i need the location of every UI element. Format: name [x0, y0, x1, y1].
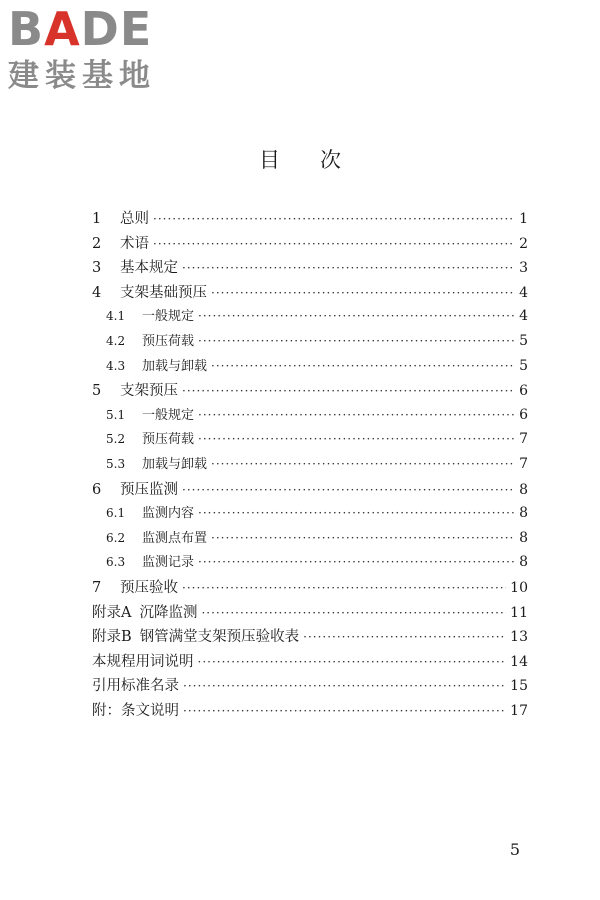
toc-entry[interactable] [92, 330, 528, 355]
toc-entry-title: 一般规定 [142, 407, 195, 423]
toc-entry[interactable] [92, 281, 528, 306]
table-of-contents [92, 207, 528, 723]
toc-entry-number: 6 [92, 481, 102, 498]
toc-entry-page: 7 [519, 455, 528, 472]
toc-entry-number: 附录A [92, 604, 132, 621]
toc-entry-title: 支架预压 [120, 383, 178, 400]
toc-entry-page: 11 [510, 604, 528, 621]
toc-entry-label [92, 355, 207, 374]
toc-entry-title: 基本规定 [120, 260, 178, 277]
toc-entry-number: 2 [92, 235, 102, 252]
toc-leader-dots [183, 679, 506, 693]
toc-entry[interactable] [92, 625, 528, 650]
toc-entry-label [92, 551, 194, 570]
toc-entry-title: 监测记录 [142, 555, 195, 571]
toc-entry[interactable] [92, 355, 528, 380]
toc-leader-dots [198, 555, 515, 569]
toc-entry-number: 7 [92, 579, 102, 596]
toc-entry-number: 4 [92, 284, 102, 301]
toc-entry-label [92, 650, 194, 671]
toc-entry[interactable] [92, 453, 528, 478]
toc-leader-dots [211, 531, 515, 545]
toc-entry-number: 6.1 [106, 506, 126, 521]
toc-entry[interactable] [92, 527, 528, 552]
toc-entry-page: 17 [510, 702, 528, 719]
toc-entry-title: 附：条文说明 [92, 702, 179, 719]
toc-entry[interactable] [92, 650, 528, 675]
toc-leader-dots [303, 630, 506, 644]
toc-entry-label [92, 502, 194, 521]
toc-entry-number: 4.1 [106, 309, 126, 324]
toc-entry-label [92, 330, 194, 349]
toc-entry-page: 4 [519, 284, 528, 301]
toc-entry-title: 本规程用词说明 [92, 653, 194, 670]
toc-entry-label [92, 379, 178, 400]
toc-entry-number: 5.3 [106, 456, 126, 471]
toc-entry[interactable] [92, 404, 528, 429]
toc-leader-dots [182, 581, 506, 595]
toc-leader-dots [153, 237, 515, 251]
toc-entry[interactable] [92, 379, 528, 404]
toc-entry-title: 术语 [120, 235, 149, 252]
toc-entry-title: 沉降监测 [139, 604, 198, 621]
toc-entry-number: 5.2 [106, 432, 126, 447]
toc-entry-page: 8 [519, 481, 528, 498]
toc-leader-dots [198, 506, 515, 520]
toc-entry-page: 8 [519, 554, 528, 571]
toc-entry-number: 6.2 [106, 530, 126, 545]
toc-leader-dots [201, 606, 506, 620]
toc-entry-page: 5 [519, 332, 528, 349]
toc-entry-title: 加载与卸载 [142, 358, 208, 374]
toc-entry-page: 7 [519, 431, 528, 448]
toc-leader-dots [153, 212, 515, 226]
toc-entry[interactable] [92, 699, 528, 724]
toc-entry-title: 预压验收 [120, 579, 178, 596]
toc-entry-label [92, 601, 197, 622]
toc-leader-dots [183, 704, 506, 718]
toc-entry-page: 6 [519, 383, 528, 400]
toc-leader-dots [211, 286, 515, 300]
toc-leader-dots [198, 309, 515, 323]
toc-entry-number: 3 [92, 260, 102, 277]
toc-entry[interactable] [92, 207, 528, 232]
toc-entry-label [92, 256, 178, 277]
toc-entry-title: 预压荷载 [142, 432, 195, 448]
toc-leader-dots [198, 655, 507, 669]
toc-entry-page: 5 [519, 357, 528, 374]
toc-leader-dots [182, 483, 515, 497]
toc-entry-label [92, 281, 207, 302]
toc-entry-number: 5.1 [106, 407, 126, 422]
toc-entry[interactable] [92, 674, 528, 699]
toc-entry-title: 支架基础预压 [120, 284, 207, 301]
toc-entry-page: 8 [519, 505, 528, 522]
toc-entry-title: 加载与卸载 [142, 456, 208, 472]
logo-subtitle: 建装基地 [8, 58, 156, 94]
toc-leader-dots [198, 432, 515, 446]
toc-entry-label [92, 478, 178, 499]
toc-entry[interactable] [92, 305, 528, 330]
toc-entry-page: 13 [510, 629, 528, 646]
toc-entry-title: 预压荷载 [142, 333, 195, 349]
toc-entry-title: 引用标准名录 [92, 678, 179, 695]
toc-entry-page: 4 [519, 308, 528, 325]
toc-entry-page: 10 [510, 579, 528, 596]
toc-entry-number: 附录B [92, 629, 132, 646]
toc-entry-title: 预压监测 [120, 481, 178, 498]
page-number: 5 [509, 840, 520, 859]
toc-entry-page: 2 [519, 235, 528, 252]
toc-entry-label [92, 699, 179, 720]
brand-logo [8, 2, 178, 98]
toc-entry-title: 一般规定 [142, 309, 195, 325]
toc-entry-title: 监测内容 [142, 506, 195, 522]
toc-entry-page: 14 [510, 653, 528, 670]
toc-entry-page: 3 [519, 260, 528, 277]
toc-entry-page: 1 [519, 211, 528, 227]
toc-leader-dots [182, 261, 515, 275]
page-title: 目次 [259, 148, 381, 172]
toc-leader-dots [211, 359, 515, 373]
toc-leader-dots [198, 408, 515, 422]
toc-entry-label [92, 576, 178, 597]
logo-wordmark: BADE [8, 2, 153, 56]
toc-entry-label [92, 232, 149, 253]
toc-entry-number: 6.3 [106, 555, 126, 570]
toc-entry-label [92, 404, 194, 423]
toc-entry[interactable] [92, 428, 528, 453]
toc-entry[interactable] [92, 256, 528, 281]
toc-entry-label [92, 625, 299, 646]
toc-leader-dots [198, 334, 515, 348]
toc-entry-title: 监测点布置 [142, 530, 208, 546]
toc-entry-label [92, 207, 149, 228]
toc-entry[interactable] [92, 478, 528, 503]
toc-entry-number: 5 [92, 383, 102, 400]
toc-entry-label [92, 428, 194, 447]
toc-entry-label [92, 305, 194, 324]
toc-entry-number: 4.2 [106, 333, 126, 348]
toc-entry-page: 8 [519, 529, 528, 546]
toc-entry[interactable] [92, 232, 528, 257]
toc-entry-number: 4.3 [106, 358, 126, 373]
toc-entry-title: 钢管满堂支架预压验收表 [139, 629, 300, 646]
toc-entry-number: 1 [92, 211, 102, 227]
toc-leader-dots [182, 384, 515, 398]
toc-entry-label [92, 674, 179, 695]
toc-entry-title: 总则 [120, 211, 149, 227]
toc-entry-label [92, 453, 207, 472]
toc-entry-page: 6 [519, 406, 528, 423]
toc-entry-label [92, 527, 207, 546]
toc-entry[interactable] [92, 576, 528, 601]
toc-entry[interactable] [92, 551, 528, 576]
toc-entry[interactable] [92, 601, 528, 626]
toc-leader-dots [211, 457, 515, 471]
toc-entry-page: 15 [510, 678, 528, 695]
toc-entry[interactable] [92, 502, 528, 527]
